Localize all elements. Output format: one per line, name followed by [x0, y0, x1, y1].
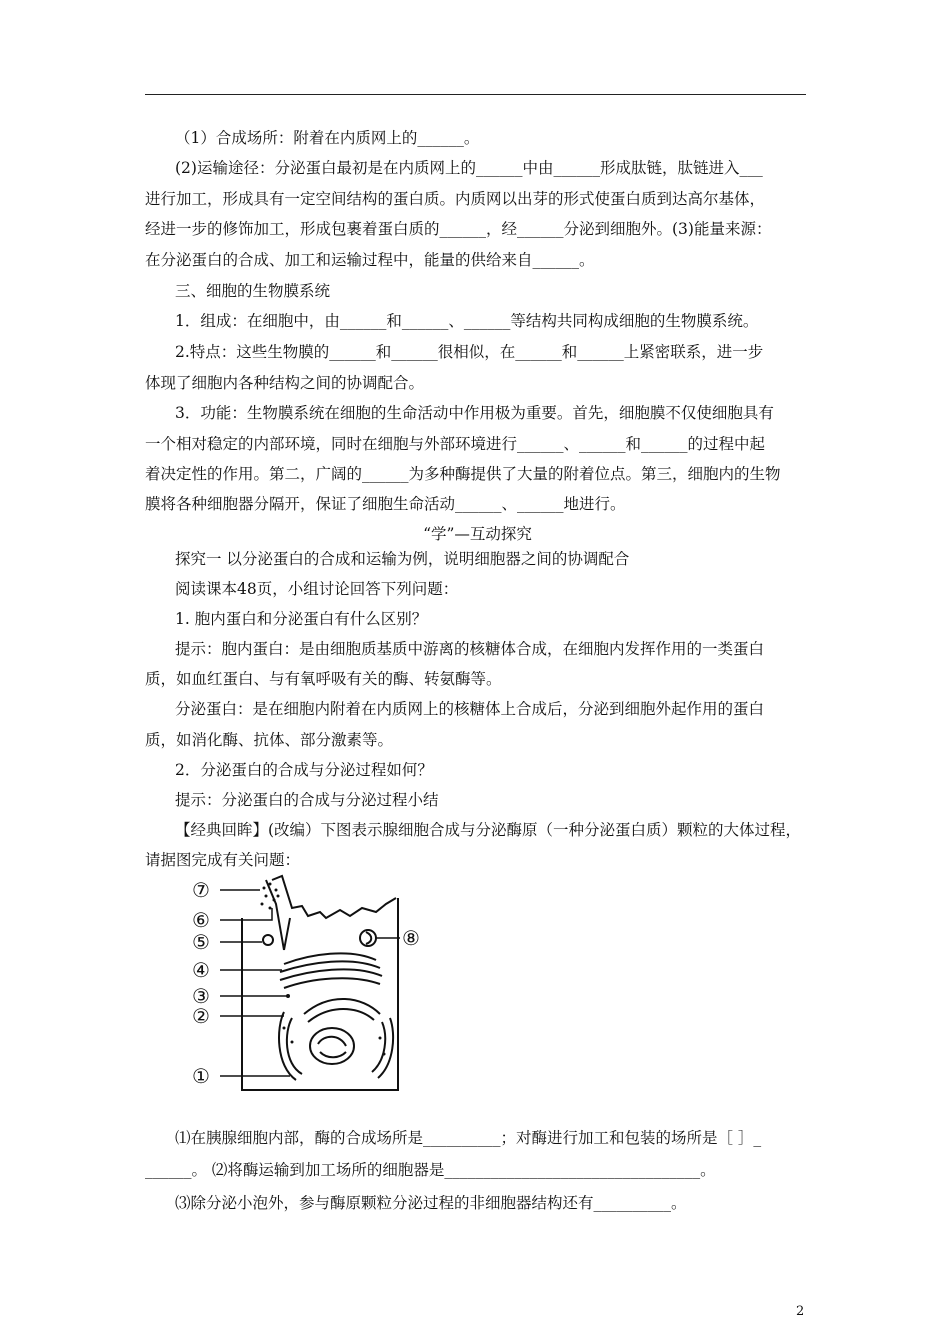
diagram-label-1: ①: [192, 1064, 210, 1088]
text-line: (2)运输途径：分泌蛋白最初是在内质网上的______中由______形成肽链，肽链进入___: [175, 159, 763, 177]
text-line: ⑴在胰腺细胞内部，酶的合成场所是__________；对酶进行加工和包装的场所是［ ］_: [175, 1129, 762, 1147]
text-line: 请据图完成有关问题：: [145, 851, 301, 869]
diagram-label-2: ②: [192, 1004, 210, 1028]
text-line: 质，如血红蛋白、与有氧呼吸有关的酶、转氨酶等。: [145, 670, 502, 688]
text-line: 1. 胞内蛋白和分泌蛋白有什么区别？: [175, 610, 428, 628]
text-line: 【经典回眸】(改编）下图表示腺细胞合成与分泌酶原（一种分泌蛋白质）颗粒的大体过程，: [175, 821, 802, 839]
diagram-label-4: ④: [192, 958, 210, 982]
text-line: 3．功能：生物膜系统在细胞的生命活动中作用极为重要。首先，细胞膜不仅使细胞具有: [175, 404, 774, 422]
text-line: （1）合成场所：附着在内质网上的______。: [175, 129, 480, 147]
text-line: 经进一步的修饰加工，形成包裹着蛋白质的______，经______分泌到细胞外。(3)能量来源：: [145, 220, 772, 238]
text-line: 提示：胞内蛋白：是由细胞质基质中游离的核糖体合成，在细胞内发挥作用的一类蛋白: [175, 640, 765, 658]
diagram-label-8: ⑧: [402, 926, 420, 950]
diagram-label-3: ③: [192, 984, 210, 1008]
text-line: 1．组成：在细胞中，由______和______、______等结构共同构成细胞的生物膜系统。: [175, 312, 759, 330]
page-number: 2: [796, 1304, 805, 1319]
text-line: ⑶除分泌小泡外，参与酶原颗粒分泌过程的非细胞器结构还有__________。: [175, 1194, 687, 1212]
text-line: ______。 ⑵将酶运输到加工场所的细胞器是_________________________________。: [145, 1161, 716, 1179]
text-line: 在分泌蛋白的合成、加工和运输过程中，能量的供给来自______。: [145, 251, 595, 269]
text-line: 质，如消化酶、抗体、部分激素等。: [145, 731, 394, 749]
text-line: 进行加工，形成具有一定空间结构的蛋白质。内质网以出芽的形式使蛋白质到达高尔基体，: [145, 190, 766, 208]
diagram-label-7: ⑦: [192, 878, 210, 902]
text-line: 阅读课本48页，小组讨论回答下列问题：: [175, 580, 459, 598]
section-heading: “学”—互动探究: [423, 525, 532, 543]
header-rule: [145, 94, 806, 95]
text-line: 着决定性的作用。第二，广阔的______为多种酶提供了大量的附着位点。第三，细胞内的生物: [145, 465, 781, 483]
text-line: 2．分泌蛋白的合成与分泌过程如何？: [175, 761, 433, 779]
text-line: 分泌蛋白：是在细胞内附着在内质网上的核糖体上合成后，分泌到细胞外起作用的蛋白: [175, 700, 765, 718]
text-line: 提示：分泌蛋白的合成与分泌过程小结: [175, 791, 439, 809]
text-line: 三、细胞的生物膜系统: [175, 282, 331, 300]
text-line: 体现了细胞内各种结构之间的协调配合。: [145, 374, 425, 392]
cell-diagram: [180, 868, 440, 1100]
diagram-label-5: ⑤: [192, 930, 210, 954]
text-line: 2.特点：这些生物膜的______和______很相似，在______和______上紧密联系，进一步: [175, 343, 764, 361]
text-line: 膜将各种细胞器分隔开，保证了细胞生命活动______、______地进行。: [145, 495, 626, 513]
diagram-label-6: ⑥: [192, 908, 210, 932]
text-line: 探究一 以分泌蛋白的合成和运输为例，说明细胞器之间的协调配合: [175, 550, 630, 568]
text-line: 一个相对稳定的内部环境，同时在细胞与外部环境进行______、______和______的过程中起: [145, 435, 766, 453]
